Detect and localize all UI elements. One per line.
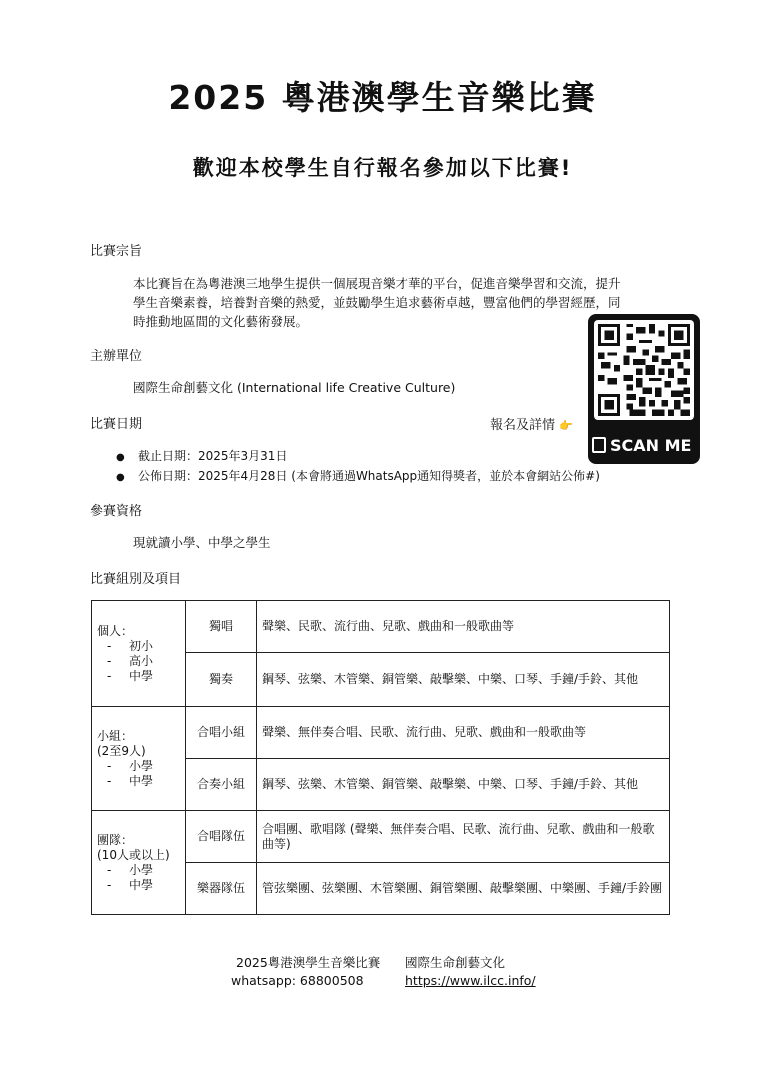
category-items: 鋼琴、弦樂、木管樂、銅管樂、敲擊樂、中樂、口琴、手鐘/手鈴、其他 [257, 653, 670, 707]
table-row [92, 811, 670, 863]
category-type: 合唱小組 [186, 707, 257, 759]
table-row [92, 707, 670, 759]
dates-list [116, 447, 600, 487]
category-items: 聲樂、無伴奏合唱、民歌、流行曲、兒歌、戲曲和一般歌曲等 [257, 707, 670, 759]
registration-label [490, 414, 573, 433]
footer-whatsapp: whatsapp: 68800508 [231, 973, 364, 988]
category-type: 獨唱 [186, 601, 257, 653]
purpose-line: 學生音樂素養，培養對音樂的熱愛，並鼓勵學生追求藝術卓越，豐富他們的學習經歷，同 [133, 295, 621, 310]
category-items: 合唱團、歌唱隊 (聲樂、無伴奏合唱、民歌、流行曲、兒歌、戲曲和一般歌曲等) [257, 811, 670, 863]
scan-me-label: SCAN ME [592, 436, 698, 455]
scan-icon [592, 437, 606, 453]
group-cell-individual: 個人： - 初小 - 高小 - 中學 [92, 601, 186, 707]
organizer-heading: 主辦單位 [90, 349, 143, 364]
group-cell-small-group: 小組： (2至9人) - 小學 - 中學 [92, 707, 186, 811]
category-items: 聲樂、民歌、流行曲、兒歌、戲曲和一般歌曲等 [257, 601, 670, 653]
categories-table [91, 600, 670, 915]
list-item: ● 公佈日期：2025年4月28日 (本會將通過WhatsApp通知得獎者，並於本會網站公佈#) [116, 469, 600, 483]
purpose-line: 時推動地區間的文化藝術發展。 [133, 314, 309, 329]
page-subtitle: 歡迎本校學生自行報名參加以下比賽! [192, 156, 573, 180]
footer-event: 2025粵港澳學生音樂比賽 [236, 955, 381, 970]
group-cell-team: 團隊： (10人或以上) - 小學 - 中學 [92, 811, 186, 915]
table-row [92, 601, 670, 653]
page-title: 2025 粵港澳學生音樂比賽 [168, 78, 597, 117]
list-item: ● 截止日期：2025年3月31日 [116, 449, 288, 463]
purpose-line: 本比賽旨在為粵港澳三地學生提供一個展現音樂才華的平台，促進音樂學習和交流，提升 [133, 276, 621, 291]
category-items: 鋼琴、弦樂、木管樂、銅管樂、敲擊樂、中樂、口琴、手鐘/手鈴、其他 [257, 759, 670, 811]
pointing-hand-icon: 👉 [559, 419, 573, 432]
registration-text: 報名及詳情 [490, 418, 556, 433]
eligibility-heading: 參賽資格 [90, 504, 143, 519]
organizer-text: 國際生命創藝文化 (International life Creative Culture) [133, 380, 456, 395]
category-items: 管弦樂團、弦樂團、木管樂團、銅管樂團、敲擊樂團、中樂團、手鐘/手鈴團 [257, 863, 670, 915]
categories-heading: 比賽組別及項目 [90, 572, 182, 587]
category-type: 獨奏 [186, 653, 257, 707]
eligibility-text: 現就讀小學、中學之學生 [133, 535, 271, 550]
category-type: 合唱隊伍 [186, 811, 257, 863]
category-type: 樂器隊伍 [186, 863, 257, 915]
dates-heading: 比賽日期 [90, 417, 143, 432]
category-type: 合奏小組 [186, 759, 257, 811]
footer-org: 國際生命創藝文化 [405, 955, 506, 970]
purpose-paragraph [133, 274, 621, 331]
purpose-heading: 比賽宗旨 [90, 244, 143, 259]
qr-code-icon[interactable] [598, 324, 690, 416]
footer-website-link[interactable]: https://www.ilcc.info/ [405, 973, 536, 988]
